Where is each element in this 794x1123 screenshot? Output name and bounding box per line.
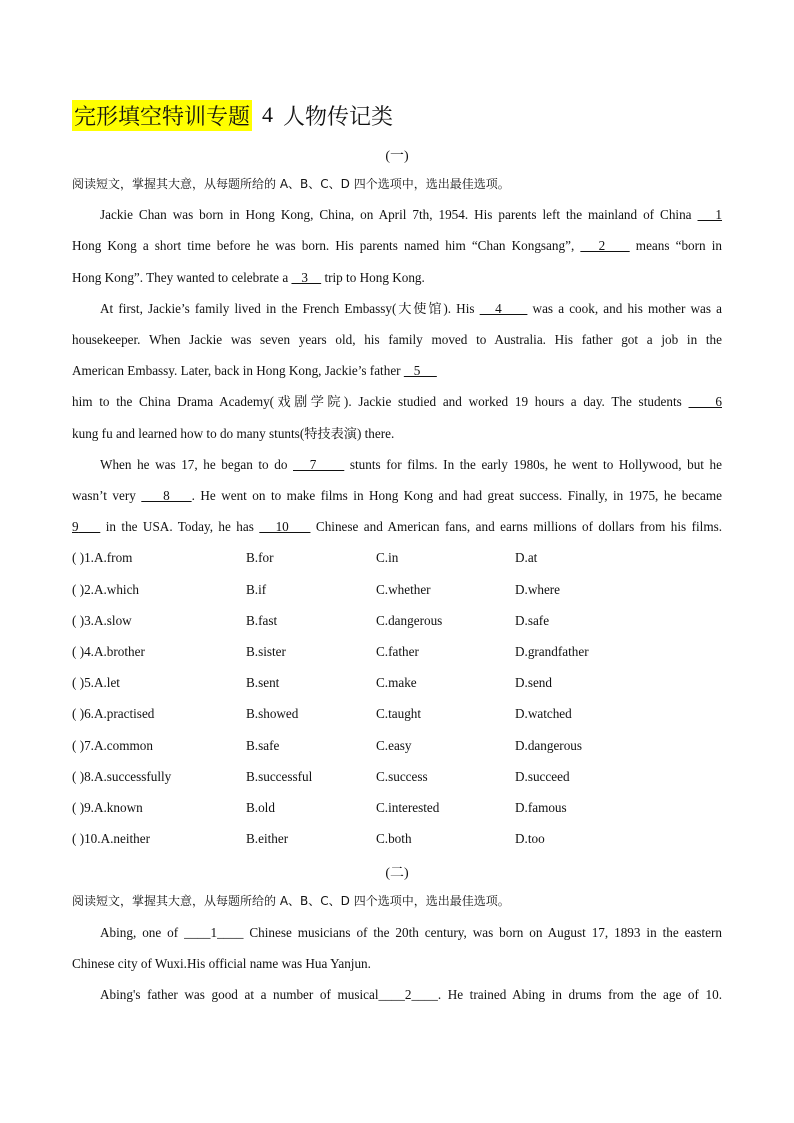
passage-1-line-6: American Embassy. Later, back in Hong Kong, Jackie’s father 5 (72, 363, 437, 378)
question-1-option-b: B.for (246, 550, 274, 565)
passage-1-line-1: Jackie Chan was born in Hong Kong, China, on April 7th, 1954. His parents left the mainland of China 1 (100, 207, 723, 222)
question-4-option-b: B.sister (246, 644, 286, 659)
passage-1-line-8: kung fu and learned how to do many stunts(特技表演) there. (72, 426, 395, 441)
section-1-instruction: 阅读短文，掌握其大意，从每题所给的 A、B、C、D 四个选项中，选出最佳选项。 (72, 177, 510, 191)
question-7-option-a: ( )7.A.common (72, 738, 153, 753)
question-8-option-d: D.succeed (515, 769, 570, 784)
question-3-option-a: ( )3.A.slow (72, 613, 132, 628)
blank-9 (79, 519, 101, 534)
blank-6: 6 (688, 394, 722, 409)
question-4-option-c: C.father (376, 644, 419, 659)
passage-2-line-2: Chinese city of Wuxi.His official name was Hua Yanjun. (72, 956, 371, 971)
question-5-option-c: C.make (376, 675, 417, 690)
question-3-option-d: D.safe (515, 613, 550, 628)
question-4-option-a: ( )4.A.brother (72, 644, 145, 659)
question-9-option-b: B.old (246, 800, 275, 815)
question-3-option-b: B.fast (246, 613, 278, 628)
question-2-option-d: D.where (515, 582, 561, 597)
blank-8: 8 (141, 488, 192, 503)
question-2-option-a: ( )2.A.which (72, 582, 140, 597)
question-2-option-c: C.whether (376, 582, 431, 597)
question-9-option-a: ( )9.A.known (72, 800, 143, 815)
question-10-option-b: B.either (246, 831, 289, 846)
passage-1-line-3: Hong Kong”. They wanted to celebrate a 3 trip to Hong Kong. (72, 270, 425, 285)
question-8-option-c: C.success (376, 769, 428, 784)
passage-1-line-4: At first, Jackie’s family lived in the French Embassy(大使馆). His 4 was a cook, and his mother was a (100, 301, 722, 316)
question-7-option-b: B.safe (246, 738, 280, 753)
passage-2-line-1: Abing, one of ____1____ Chinese musicians of the 20th century, was born on August 17, 1893 in the eastern (100, 925, 722, 940)
passage-1-line-2: Hong Kong a short time before he was born. His parents named him “Chan Kongsang”, 2 means “born in (72, 238, 722, 253)
title-number: 4 (262, 102, 274, 127)
blank-2-1: ____1____ (184, 925, 244, 940)
blank-5: 5 (403, 363, 437, 378)
blank-4: 4 (479, 301, 528, 316)
blank-9-number: 9 (72, 519, 79, 534)
question-10-option-d: D.too (515, 831, 545, 846)
title-highlight: 完形填空特训专题 (72, 100, 252, 131)
blank-2-2: ____2____ (378, 987, 438, 1002)
question-5-option-d: D.send (515, 675, 552, 690)
blank-7: 7 (293, 457, 345, 472)
blank-1: 1 (697, 207, 723, 222)
question-1-option-c: C.in (376, 550, 399, 565)
passage-1-line-11: 9 in the USA. Today, he has 10 Chinese and American fans, and earns millions of dollars from his films. (72, 519, 723, 534)
page-title (72, 100, 393, 130)
question-9-option-d: D.famous (515, 800, 567, 815)
question-3-option-c: C.dangerous (376, 613, 443, 628)
question-7-option-d: D.dangerous (515, 738, 583, 753)
question-4-option-d: D.grandfather (515, 644, 589, 659)
section-2-instruction: 阅读短文，掌握其大意，从每题所给的 A、B、C、D 四个选项中，选出最佳选项。 (72, 894, 510, 908)
question-5-option-b: B.sent (246, 675, 280, 690)
section-2-heading: (二) (385, 866, 409, 881)
blank-3: 3 (291, 270, 322, 285)
question-6-option-b: B.showed (246, 706, 299, 721)
question-10-option-a: ( )10.A.neither (72, 831, 150, 846)
question-1-option-d: D.at (515, 550, 538, 565)
question-8-option-a: ( )8.A.successfully (72, 769, 172, 784)
question-10-option-c: C.both (376, 831, 412, 846)
question-6-option-d: D.watched (515, 706, 572, 721)
question-5-option-a: ( )5.A.let (72, 675, 120, 690)
title-rest: 人物传记类 (283, 103, 394, 129)
question-9-option-c: C.interested (376, 800, 440, 815)
passage-1-line-5: housekeeper. When Jackie was seven years old, his family moved to Australia. His father got a job in the (72, 332, 722, 347)
section-1-heading: (一) (385, 149, 409, 164)
question-1-option-a: ( )1.A.from (72, 550, 133, 565)
question-2-option-b: B.if (246, 582, 267, 597)
question-7-option-c: C.easy (376, 738, 412, 753)
question-6-option-c: C.taught (376, 706, 422, 721)
blank-2: 2 (580, 238, 630, 253)
passage-1-line-9: When he was 17, he began to do 7 stunts for films. In the early 1980s, he went to Hollywood, but he (100, 457, 722, 472)
question-8-option-b: B.successful (246, 769, 313, 784)
question-6-option-a: ( )6.A.practised (72, 706, 155, 721)
passage-1-line-10: wasn’t very 8 . He went on to make films in Hong Kong and had great success. Finally, in 1975, he became (72, 488, 722, 503)
passage-2-line-3: Abing's father was good at a number of musical____2____. He trained Abing in drums from the age of 10. (100, 987, 722, 1002)
blank-10: 10 (259, 519, 311, 534)
passage-1-line-7: him to the China Drama Academy(戏剧学院). Jackie studied and worked 19 hours a day. The students 6 (72, 394, 722, 409)
